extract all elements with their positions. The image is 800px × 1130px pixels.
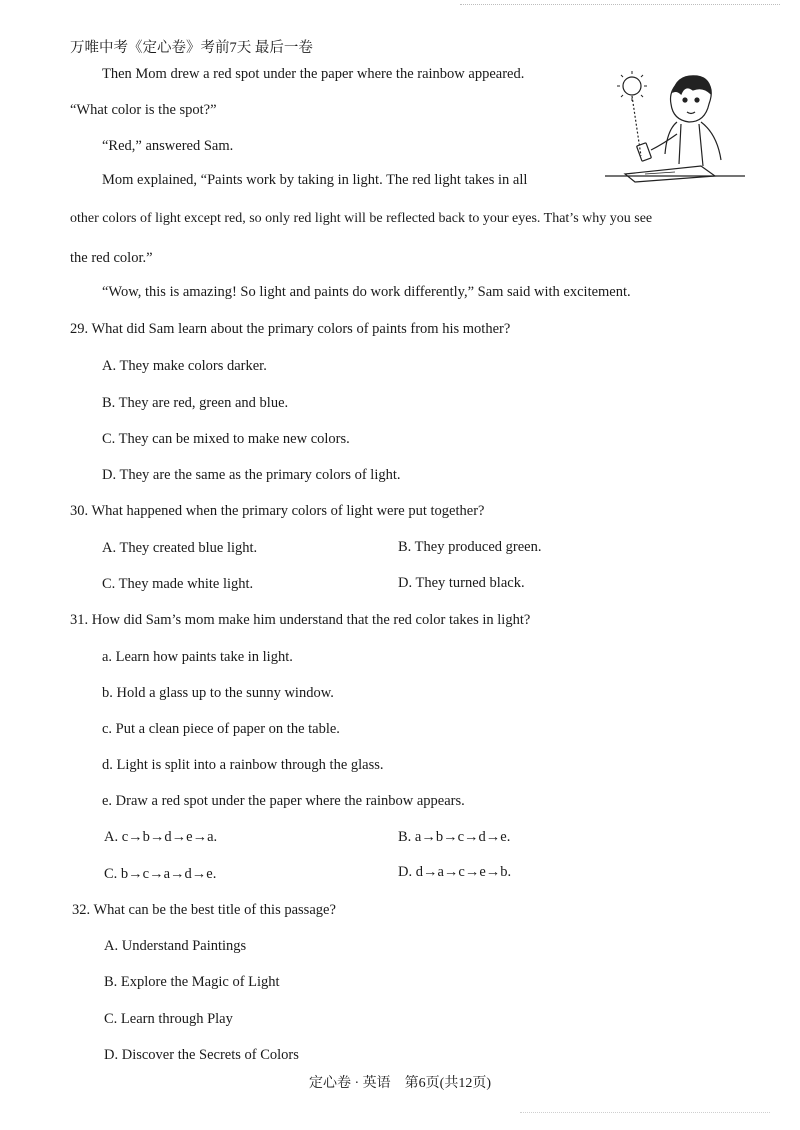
q30-option-b[interactable]: B. They produced green.	[398, 539, 542, 555]
question-31-stem: 31. How did Sam’s mom make him understand that the red color takes in light?	[70, 612, 531, 628]
page-footer: 定心卷 · 英语 第6页(共12页)	[309, 1076, 491, 1091]
q31-option-b[interactable]: B. a→b→c→d→e.	[398, 829, 511, 845]
sun-icon	[623, 77, 641, 95]
passage-line: the red color.”	[70, 250, 153, 266]
q32-option-b[interactable]: B. Explore the Magic of Light	[104, 974, 280, 990]
passage-line: Mom explained, “Paints work by taking in light. The red light takes in all	[102, 172, 528, 188]
q29-option-c[interactable]: C. They can be mixed to make new colors.	[102, 431, 350, 447]
scan-dots-top	[460, 4, 780, 11]
passage-line: Then Mom drew a red spot under the paper where the rainbow appeared.	[102, 66, 525, 82]
q31-option-c[interactable]: C. b→c→a→d→e.	[104, 866, 217, 882]
q30-option-a[interactable]: A. They created blue light.	[102, 540, 258, 556]
q31-step-d: d. Light is split into a rainbow through the glass.	[102, 757, 384, 773]
q32-option-c[interactable]: C. Learn through Play	[104, 1011, 233, 1027]
passage-line: other colors of light except red, so only red light will be reflected back to your eyes. That’s why you see	[70, 211, 653, 226]
q32-option-d[interactable]: D. Discover the Secrets of Colors	[104, 1047, 299, 1063]
q29-option-d[interactable]: D. They are the same as the primary colors of light.	[102, 467, 401, 483]
q31-step-e: e. Draw a red spot under the paper where the rainbow appears.	[102, 793, 465, 809]
q29-option-b[interactable]: B. They are red, green and blue.	[102, 395, 289, 411]
question-32-stem: 32. What can be the best title of this passage?	[72, 902, 336, 918]
q29-option-a[interactable]: A. They make colors darker.	[102, 358, 267, 374]
q31-option-d[interactable]: D. d→a→c→e→b.	[398, 864, 512, 880]
page-header: 万唯中考《定心卷》考前7天 最后一卷	[70, 40, 313, 56]
boy-with-glass-illustration	[605, 64, 745, 194]
passage-line: “Wow, this is amazing! So light and paints do work differently,” Sam said with excitement.	[102, 284, 631, 300]
q31-step-b: b. Hold a glass up to the sunny window.	[102, 685, 334, 701]
q30-option-d[interactable]: D. They turned black.	[398, 575, 525, 591]
passage-line: “What color is the spot?”	[70, 102, 217, 118]
q30-option-c[interactable]: C. They made white light.	[102, 576, 254, 592]
question-29-stem: 29. What did Sam learn about the primary colors of paints from his mother?	[70, 321, 511, 337]
q32-option-a[interactable]: A. Understand Paintings	[104, 938, 247, 954]
passage-line: “Red,” answered Sam.	[102, 138, 234, 154]
q31-step-c: c. Put a clean piece of paper on the table.	[102, 721, 340, 737]
q31-option-a[interactable]: A. c→b→d→e→a.	[104, 829, 218, 845]
scan-dots-bottom	[520, 1112, 770, 1117]
question-30-stem: 30. What happened when the primary colors of light were put together?	[70, 503, 485, 519]
q31-step-a: a. Learn how paints take in light.	[102, 649, 293, 665]
